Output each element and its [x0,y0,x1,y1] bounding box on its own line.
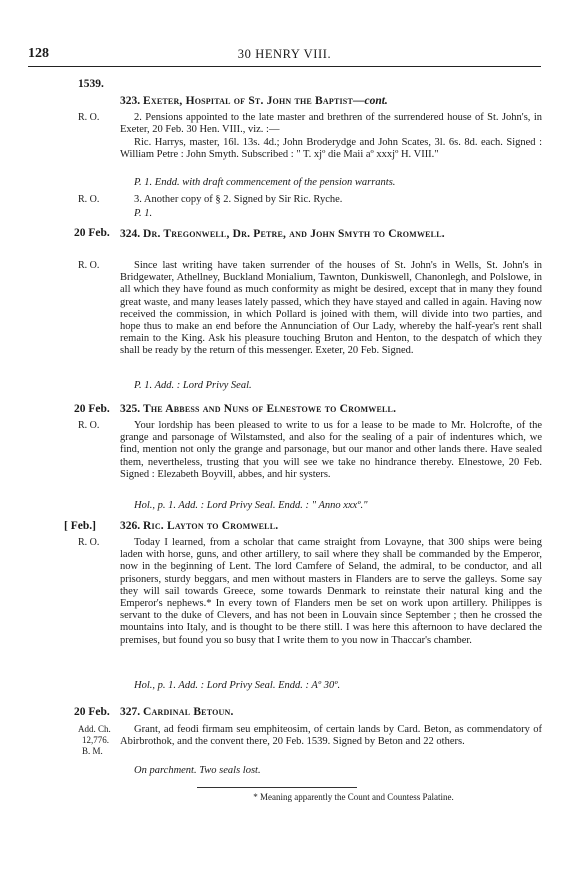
entry-heading: 326. Ric. Layton to Cromwell. [120,520,279,532]
margin-source: B. M. [82,746,103,756]
page-header [28,46,541,62]
year-label: 1539. [78,78,104,90]
page-number: 128 [28,46,49,61]
entry-note: P. 1. Add. : Lord Privy Seal. [134,380,252,391]
margin-source: R. O. [78,537,100,548]
margin-source: 12,776. [82,735,109,745]
entry-paragraph: 3. Another copy of § 2. Signed by Sir Ric. Ryche. [134,194,343,205]
entry-date: 20 Feb. [74,706,110,718]
margin-source: R. O. [78,420,100,431]
entry-note: Hol., p. 1. Add. : Lord Privy Seal. Endd. : Aº 30º. [134,680,341,691]
margin-source: R. O. [78,194,100,205]
entry-heading: 327. Cardinal Betoun. [120,706,234,718]
entry-note: P. 1. Endd. with draft commencement of the pension warrants. [134,177,396,188]
entry-body: Grant, ad feodi firmam seu emphiteosim, of certain lands by Card. Beton, as commendatory of Abirbrothok, and the convent there, 20 Feb. 1539. Signed by Beton and 22 others. [120,724,542,748]
entry-note: P. 1. [134,208,153,219]
entry-heading: 323. Exeter, Hospital of St. John the Baptist—cont. [120,95,388,107]
entry-date: 20 Feb. [74,227,110,239]
entry-body: Since last writing have taken surrender of the houses of St. John's in Wells, St. John's in Bridgewater, Athellney, Buckland Monialium, Tawnton, Dunkiswell, Chanonlegh, and Polslowe, in all which they have found as much conformity as might be desired, except that in many they found great waste, and many leases lately passed, which they have stayed and called in again. Having now received the commission, in which Pollard is joined with them, will divide into two parties, and hope thus to make an end before the Annunciation of Our Lady, whereby the half-year's rent shall remain to the King. Ask his pleasure touching Bruton and Henton, to the despatch of which they shall be ready by the return of this messenger. Exeter, 20 Feb. Signed. [120,260,542,357]
entry-body: Today I learned, from a scholar that came straight from Lovayne, that 300 ships were being laden with horse, guns, and other artillery, to sail where they shall be commanded by the Emperor, now in the beginning of Lent. The lord Camfere of Seland, the admiral, to be conductor, and all prisoners, sturdy beggars, and men without masters in Flanders are to serve the galleys. Some say they will sail towards Greece, some towards Denmark to reinstate their natural king and the Emperor's nephews.* In every town of Flanders men be set on work upon artillery. Philippes is servant to the duke of Clevers, and has not been in Louvain since September ; then he crossed the mountains into Italy, and is thought to be there still. I was here this afternoon to have declared the premises, but found you so busy that I write them to you now in Thaccar's chamber. [120,537,542,646]
entry-body: Your lordship has been pleased to write to us for a lease to be made to Mr. Holcrofte, of the grange and parsonage of Wilstamsted, and also for the sealing of a pair of indentures which, we find, mention not only the grange and parsonage, but our manor and other lands there. Have sealed them, nevertheless, trusting that you will see we take no hindrance thereby. Elnestowe, 20 Feb. Signed : Elezabeth Boyvill, abbes, and hir systers. [120,420,542,480]
header-rule [28,66,541,67]
footnote: * Meaning apparently the Count and Countess Palatine. [253,792,454,802]
entry-paragraph: Ric. Harrys, master, 16l. 13s. 4d.; John Broderydge and John Scates, 3l. 6s. 8d. each. Signed : William Petre : John Smyth. Subscribed : " T. xjº die Maii aº xxxjº H. VIII." [120,137,542,161]
entry-note: On parchment. Two seals lost. [134,765,261,776]
margin-source: Add. Ch. [78,724,111,734]
entry-heading: 324. Dr. Tregonwell, Dr. Petre, and John Smyth to Cromwell. [120,228,445,240]
entry-date: 20 Feb. [74,403,110,415]
entry-heading: 325. The Abbess and Nuns of Elnestowe to Cromwell. [120,403,397,415]
entry-paragraph: 2. Pensions appointed to the late master and brethren of the surrendered house of St. John's, in Exeter, 20 Feb. 30 Hen. VIII., viz. :— [120,112,542,136]
running-title: 30 HENRY VIII. [237,47,332,61]
margin-source: R. O. [78,260,100,271]
footnote-rule [197,787,357,788]
entry-date: [ Feb.] [64,520,96,532]
margin-source: R. O. [78,112,100,123]
entry-note: Hol., p. 1. Add. : Lord Privy Seal. Endd. : " Anno xxxº." [134,500,368,511]
